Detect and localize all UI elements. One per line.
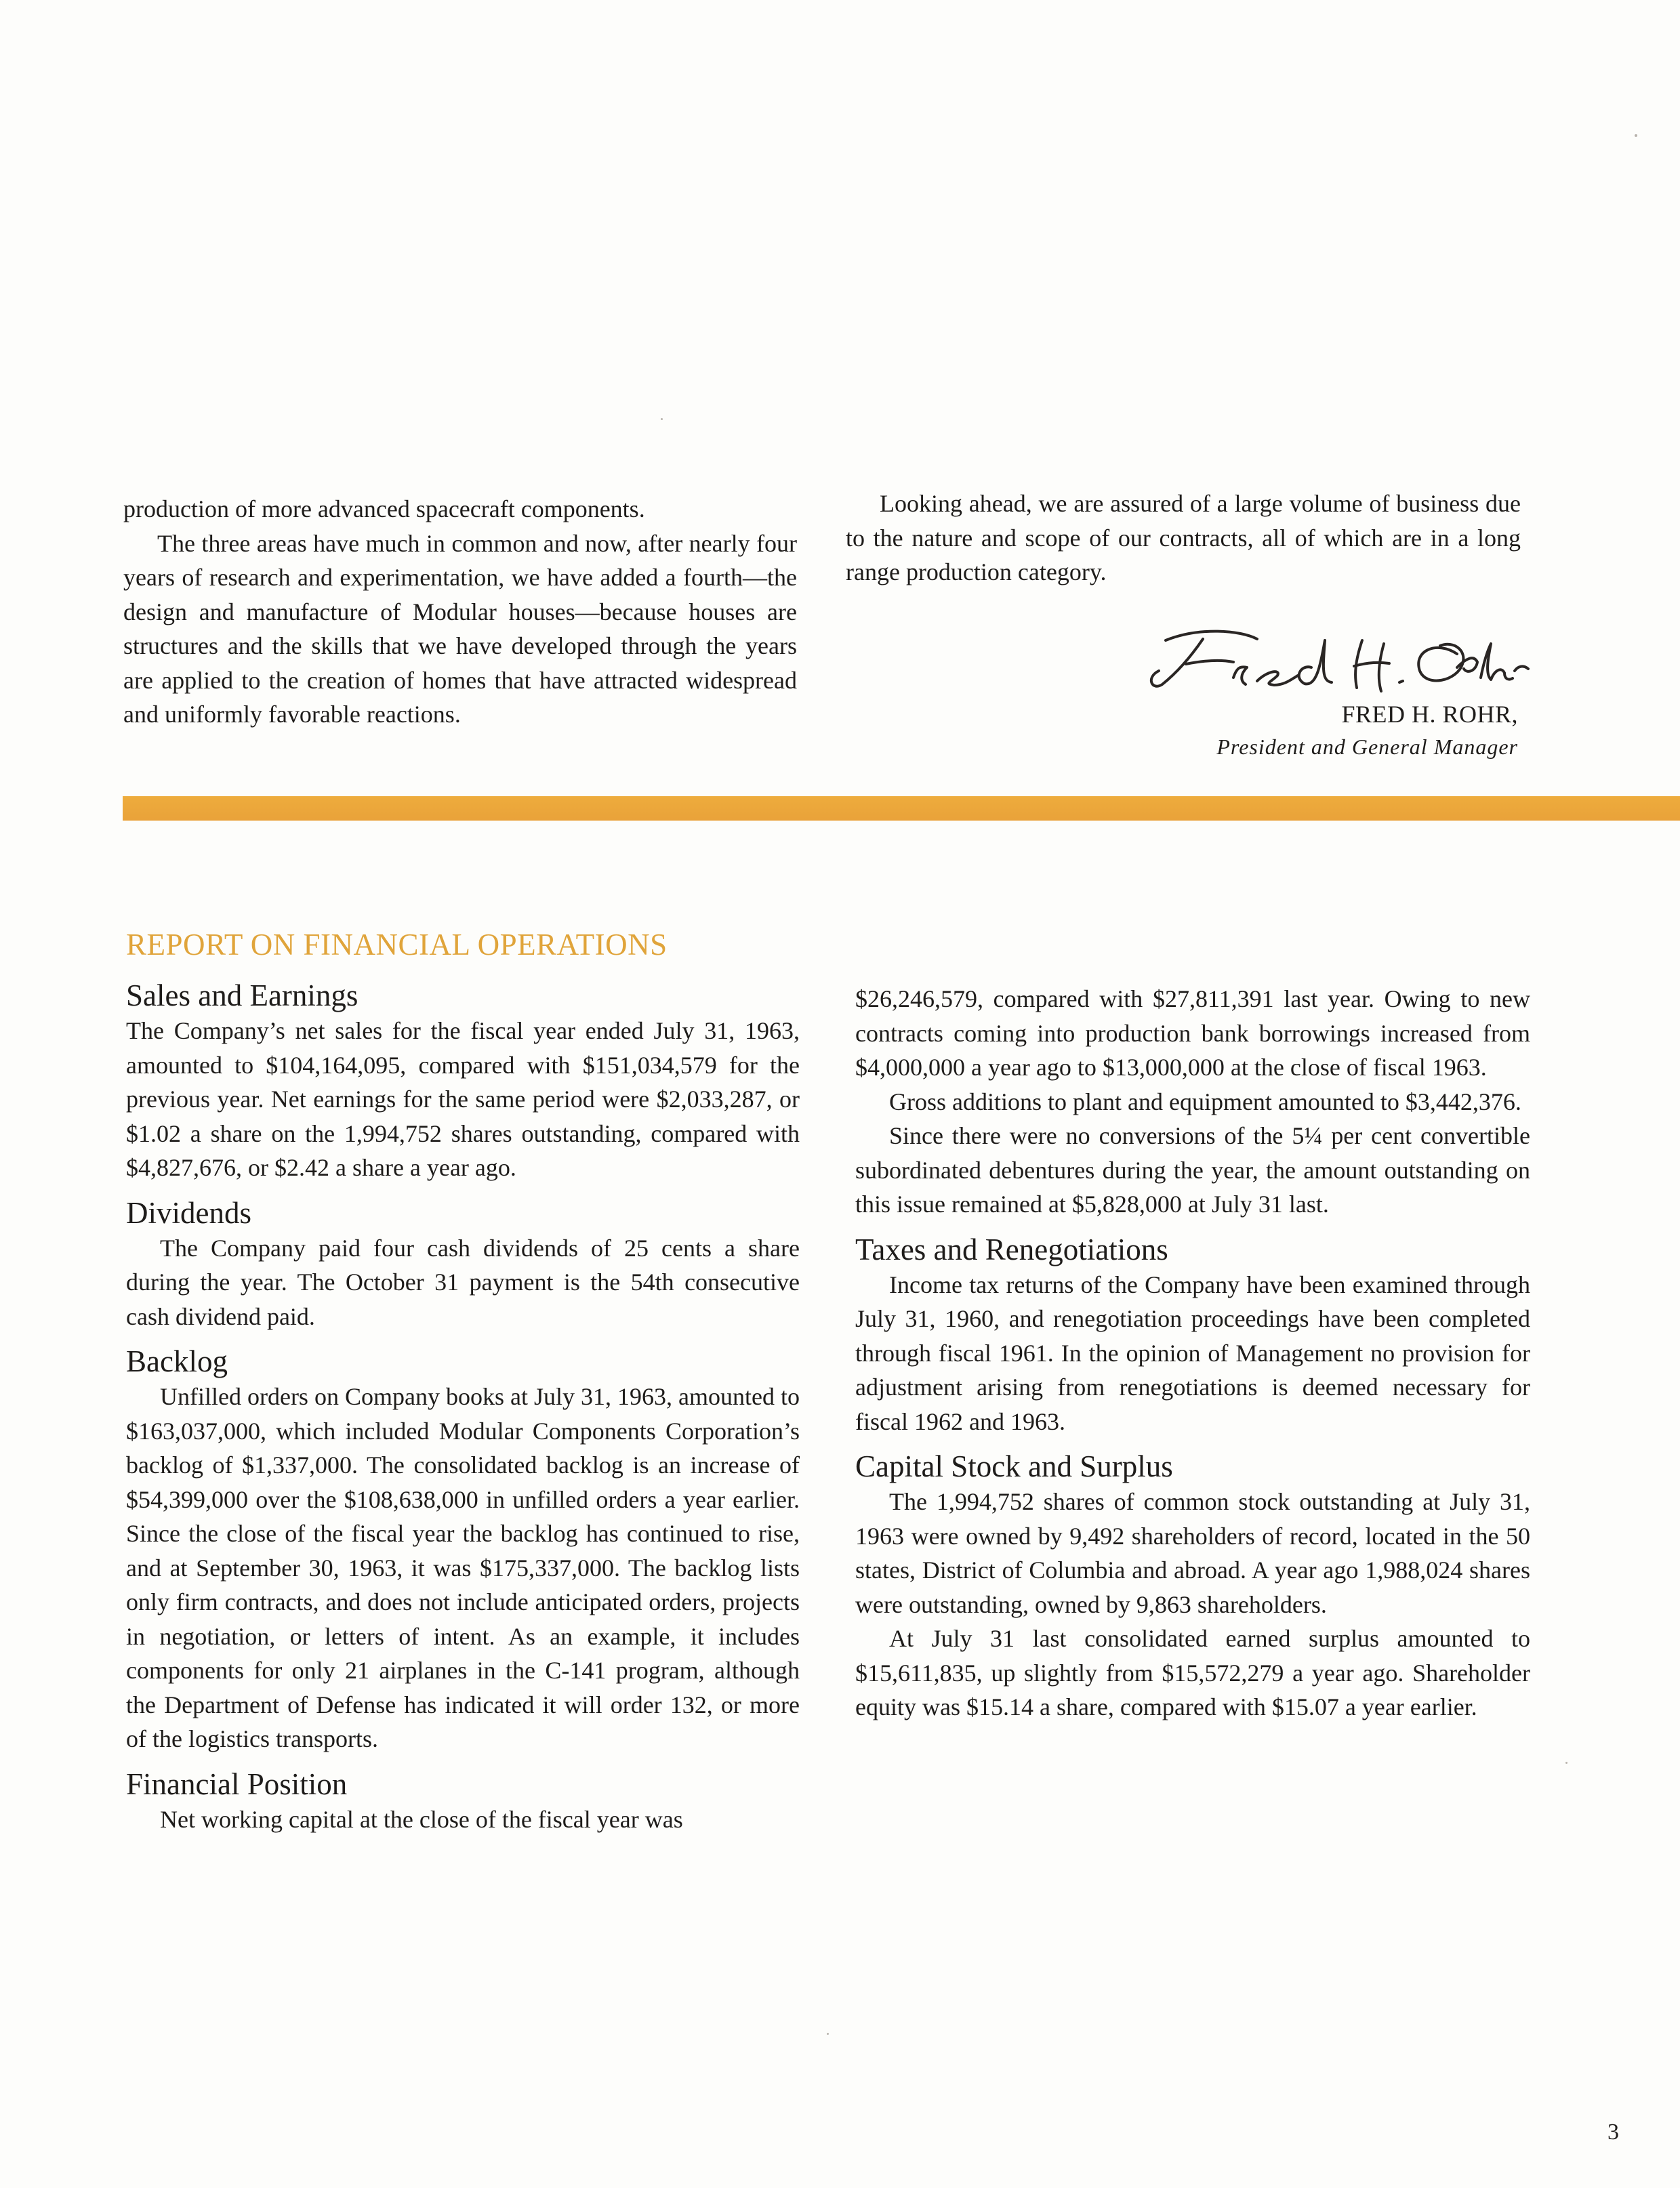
heading-backlog: Backlog (126, 1344, 228, 1378)
paragraph: production of more advanced spacecraft components. (123, 495, 645, 522)
signer-name: FRED H. ROHR, (1341, 701, 1518, 728)
paragraph: The Company paid four cash dividends of 25 cents a share during the year. The October 31 payment is the 54th consecutive cash dividend paid. (126, 1234, 800, 1330)
paragraph: Since there were no conversions of the 5¼ per cent convertible subordinated debentures during the year, the amount outstanding on this issue remained at $5,828,000 at July 31 last. (855, 1122, 1530, 1218)
report-right-column (855, 982, 1530, 1725)
handwritten-signature (1139, 613, 1532, 698)
report-left-column (126, 977, 800, 1836)
paragraph: Looking ahead, we are assured of a large volume of business due to the nature and scope of our contracts, all of which are in a long range production category. (846, 490, 1521, 585)
paper-speck (1565, 1762, 1568, 1764)
signer-title: President and General Manager (1216, 735, 1518, 759)
section-divider-bar (123, 796, 1680, 821)
paragraph: Income tax returns of the Company have been examined through July 31, 1960, and renegotiation proceedings have been completed through fiscal 1961. In the opinion of Management no provision for adjustment arising from renegotiations is deemed necessary for fiscal 1962 and 1963. (855, 1271, 1530, 1435)
report-title: REPORT ON FINANCIAL OPERATIONS (126, 928, 668, 962)
page-number: 3 (1607, 2120, 1619, 2145)
paragraph: The Company’s net sales for the fiscal year ended July 31, 1963, amounted to $104,164,095, compared with $151,034,579 for the previous year. Net earnings for the same period were $2,033,287, or $1.02 a share on the 1,994,752 shares outstanding, compared with $4,827,676, or $2.42 a share a year ago. (126, 1017, 800, 1181)
heading-capital-stock-and-surplus: Capital Stock and Surplus (855, 1449, 1173, 1483)
paragraph: Net working capital at the close of the fiscal year was (160, 1805, 683, 1833)
heading-dividends: Dividends (126, 1195, 251, 1230)
paper-speck (827, 2033, 829, 2035)
heading-taxes-and-renegotiations: Taxes and Renegotiations (855, 1232, 1168, 1266)
top-left-column (123, 492, 797, 732)
heading-financial-position: Financial Position (126, 1767, 348, 1801)
paragraph: The three areas have much in common and now, after nearly four years of research and experimentation, we have added a fourth—the design and manufacture of Modular houses—because houses are structures and the skills that we have developed through the years are applied to the creation of homes that have attracted widespread and uniformly favorable reactions. (123, 529, 797, 728)
paper-speck (1635, 134, 1637, 137)
paragraph: At July 31 last consolidated earned surplus amounted to $15,611,835, up slightly from $15,572,279 a year ago. Shareholder equity was $15.14 a share, compared with $15.07 a year earlier. (855, 1625, 1530, 1720)
paragraph: Gross additions to plant and equipment amounted to $3,442,376. (889, 1088, 1521, 1115)
top-right-column (846, 487, 1521, 590)
paragraph: The 1,994,752 shares of common stock outstanding at July 31, 1963 were owned by 9,492 shareholders of record, located in the 50 states, District of Columbia and abroad. A year ago 1,988,024 shares were outstanding, owned by 9,863 shareholders. (855, 1488, 1530, 1618)
paragraph: Unfilled orders on Company books at July 31, 1963, amounted to $163,037,000, which included Modular Components Corporation’s backlog of $1,337,000. The consolidated backlog is an increase of $54,399,000 over the $108,638,000 in unfilled orders a year earlier. Since the close of the fiscal year the backlog has continued to rise, and at September 30, 1963, it was $175,337,000. The backlog lists only firm contracts, and does not include anticipated orders, projects in negotiation, or letters of intent. As an example, it includes components for only 21 airplanes in the C-141 program, although the Department of Defense has indicated it will order 132, or more of the logistics transports. (126, 1383, 800, 1752)
heading-sales-and-earnings: Sales and Earnings (126, 978, 358, 1012)
paper-speck (661, 418, 663, 420)
paragraph: $26,246,579, compared with $27,811,391 last year. Owing to new contracts coming into production bank borrowings increased from $4,000,000 a year ago to $13,000,000 at the close of fiscal 1963. (855, 985, 1530, 1081)
